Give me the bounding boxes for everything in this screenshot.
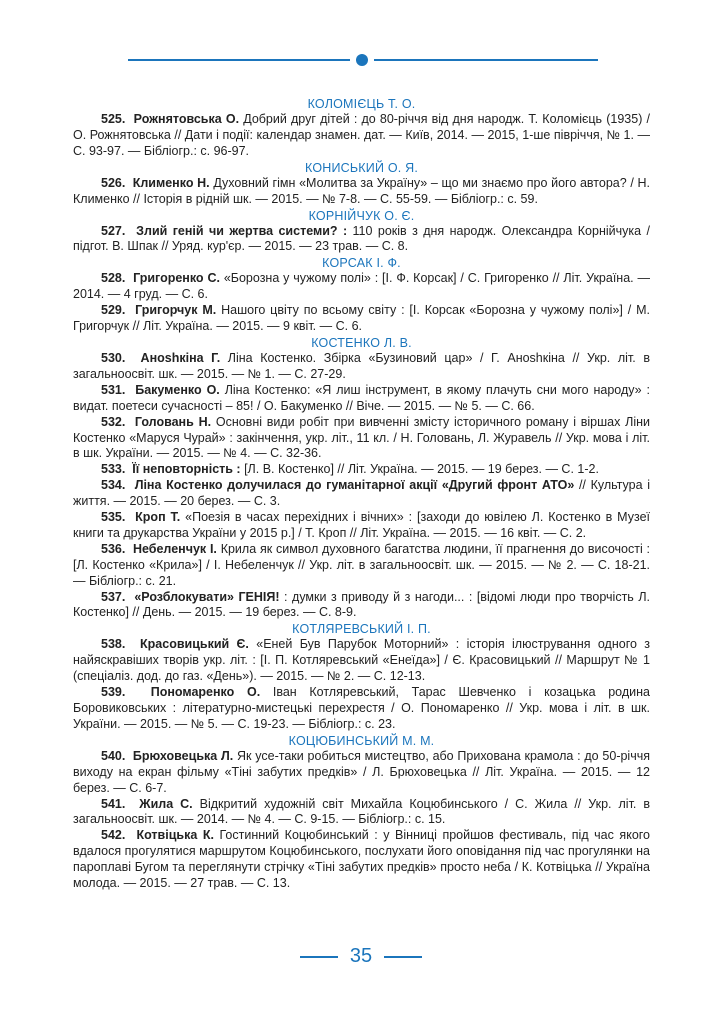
entry-description: Основні види робіт при вивченні змісту історичного роману і віршах Ліни Костенко «Маруся Чурай» : закінчення, укр. літ., 11 кл. / Н. Головань, Л. Журавель // Укр. мова і літ. в шк. України. — 2015. — № 4. — С. 32-36. (73, 414, 651, 461)
entry-description: 110 років з дня народж. Олександра Корнійчука / підгот. В. Шпак // Уряд. кур'єр. — 2015. — 23 трав. — С. 8. (73, 223, 650, 254)
bibliography-entry (73, 478, 650, 510)
entry-number: 539. (101, 685, 126, 700)
entry-author: Красовицький Є. (140, 637, 249, 652)
entry-number: 540. (101, 748, 126, 763)
bibliography-entry (73, 590, 650, 622)
entry-author: Брюховецька Л. (132, 748, 234, 763)
entry-number: 526. (101, 175, 126, 190)
bibliography-entry (73, 112, 650, 160)
bibliography-entry (73, 383, 650, 415)
footer-right-line (384, 956, 422, 958)
entry-number: 528. (101, 271, 126, 286)
entry-description: Відкритий художній світ Михайла Коцюбинського / С. Жила // Укр. літ. в загальноосвіт. шк. — 2014. — № 4. — С. 9-15. — Бібліогр.: с. 15. (73, 796, 650, 827)
entry-author: Головань Н. (134, 414, 212, 429)
bibliography-entry (73, 510, 650, 542)
entry-description: Гостинний Коцюбинський : у Вінниці пройшов фестиваль, під час якого вдалося прогулятися маршрутом Коцюбинського, послухати його оповідання під час прогулянки на пароплаві Бугом та переглянути стрічку «Тіні забутих предків» просто неба / К. Котвіцька // Україна молода. — 2015. — 27 трав. — С. 13. (73, 828, 651, 891)
bibliography-entry (73, 415, 650, 463)
entry-author: Аноshкіна Г. (140, 350, 221, 365)
bibliography-entry (73, 542, 650, 590)
bibliography-entry (73, 828, 650, 892)
entry-description: : думки з приводу й з нагоди... : [відомі люди про творчість Л. Костенко] // День. — 2015. — 19 берез. — С. 8-9. (73, 589, 650, 620)
section-heading: КОРНІЙЧУК О. Є. (308, 208, 415, 223)
entry-author: Рожнятовська О. (133, 112, 240, 126)
entry-author: «Розблокувати» ГЕНІЯ! (134, 589, 280, 604)
entry-number: 531. (101, 382, 126, 397)
entry-number: 535. (101, 510, 126, 525)
entry-description: // Культура і життя. — 2015. — 20 берез. — С. 3. (73, 478, 650, 509)
entry-author: Котвіцька К. (136, 828, 214, 843)
entry-number: 533. (101, 462, 126, 477)
entry-description: Як усе-таки робиться мистецтво, або Прихована крамола : до 50-річчя виходу на екран фільму «Тіні забутих предків» / Л. Брюховецька // Літ. Україна. — 2015. — 12 берез. — С. 6-7. (73, 748, 650, 795)
top-rule-dot (356, 54, 368, 66)
page-footer (300, 947, 422, 967)
entry-description: Іван Котляревський, Тарас Шевченко і козацька родина Боровиковських : літературно-мистецькі перехрестя / О. Пономаренко // Укр. мова і літ. в шк. України. — 2015. — № 5. — С. 19-23. — Бібліогр.: с. 23. (73, 685, 650, 731)
entry-description: [Л. В. Костенко] // Літ. Україна. — 2015. — 19 берез. — С. 1-2. (240, 462, 599, 477)
bibliography-entry (73, 462, 650, 478)
entry-number: 529. (101, 303, 126, 318)
entry-number: 527. (101, 223, 126, 238)
entry-description: Добрий друг дітей : до 80-річчя від дня народж. Т. Коломієць (1935) / О. Рожнятовська // Дати і події: календар знамен. дат. — Київ, 2014. — 2015, 1-ше півріччя, № 1. — С. 93-97. — Бібліогр.: с. 96-97. (73, 112, 650, 158)
entry-number: 534. (101, 478, 126, 493)
entry-author: Ліна Костенко долучилася до гуманітарної акції «Другий фронт АТО» (134, 478, 575, 493)
entry-author: Її неповторність : (132, 462, 241, 477)
entry-number: 538. (101, 637, 126, 652)
section-heading: КОРСАК І. Ф. (322, 256, 401, 271)
top-rule-right-line (374, 59, 598, 61)
bibliography-entry (73, 749, 650, 797)
entry-author: Григорчук М. (135, 303, 217, 318)
entry-description: «Поезія в часах перехідних і вічних» : [заходи до ювілею Л. Костенко в Музеї книги та друкарства України у 2015 р.] / Т. Кроп // Літ. Україна. — 2015. — 16 квіт. — С. 2. (73, 510, 650, 540)
entry-number: 536. (101, 541, 126, 556)
entry-author: Григоренко С. (133, 271, 220, 286)
entry-number: 541. (101, 796, 126, 811)
section-heading: КОСТЕНКО Л. В. (311, 335, 412, 350)
entry-description: Духовний гімн «Молитва за Україну» – що ми знаємо про його автора? / Н. Клименко // Історія в рідній шк. — 2015. — № 7-8. — С. 55-59. — Бібліогр.: с. 59. (73, 175, 651, 206)
top-rule-left-line (128, 59, 350, 61)
bibliography-entry (73, 176, 650, 208)
entry-number: 525. (101, 112, 126, 126)
bibliography-entry (73, 797, 650, 829)
top-decorative-rule (128, 59, 598, 61)
bibliography-entry (73, 351, 650, 383)
bibliography-list (73, 96, 650, 892)
entry-number: 532. (101, 414, 126, 429)
bibliography-entry (73, 271, 650, 303)
entry-number: 537. (101, 589, 126, 604)
entry-description: Ліна Костенко. Збірка «Бузиновий цар» / Г. Аноshкіна // Укр. літ. в загальноосвіт. шк. — 2015. — № 1. — С. 27-29. (73, 350, 650, 381)
bibliography-entry (73, 685, 650, 733)
entry-description: Ліна Костенко: «Я лиш інструмент, в якому плачуть сни мого народу» : видат. поетеси сучасності – 85! / О. Бакуменко // Віче. — 2015. — № 5. — С. 66. (73, 382, 650, 413)
entry-author: Клименко Н. (132, 175, 210, 190)
entry-number: 542. (101, 828, 126, 843)
entry-author: Кроп Т. (135, 510, 181, 525)
entry-description: «Еней Був Парубок Моторний» : історія ілюстрування одного з найяскравіших творів укр. літ. : [І. П. Котляревський «Енеїда»] / Є. Красовицький // Маршрут № 1 (спеціаліз. дод. до газ. «День»). — 2015. — № 2. — С. 12-13. (73, 637, 650, 684)
bibliography-entry (73, 224, 650, 256)
section-heading: КОТЛЯРЕВСЬКИЙ І. П. (292, 622, 431, 637)
entry-description: Нашого цвіту по всьому світу : [І. Корсак «Борозна у чужому полі»] / М. Григорчук // Літ. Україна. — 2015. — 9 квіт. — С. 6. (73, 303, 650, 334)
entry-author: Бакуменко О. (135, 382, 220, 397)
section-heading: КОНИСЬКИЙ О. Я. (305, 160, 418, 175)
page-number: 35 (349, 945, 373, 967)
bibliography-entry (73, 303, 650, 335)
entry-author: Небеленчук І. (132, 541, 217, 556)
entry-number: 530. (101, 350, 126, 365)
entry-author: Злий геній чи жертва системи? : (136, 223, 348, 238)
entry-description: Крила як символ духовного багатства людини, її прагнення до височості : [Л. Костенко «Крила»] / І. Небеленчук // Укр. літ. в загальноосвіт. шк. — 2015. — № 2. — С. 18-21. — Бібліогр.: с. 21. (73, 541, 650, 588)
entry-author: Жила С. (139, 796, 193, 811)
section-heading: КОЦЮБИНСЬКИЙ М. М. (288, 733, 435, 748)
entry-description: «Борозна у чужому полі» : [І. Ф. Корсак] / С. Григоренко // Літ. Україна. — 2014. — 4 груд. — С. 6. (73, 271, 650, 302)
section-heading: КОЛОМІЄЦЬ Т. О. (307, 97, 416, 111)
bibliography-entry (73, 637, 650, 685)
entry-author: Пономаренко О. (150, 685, 261, 700)
